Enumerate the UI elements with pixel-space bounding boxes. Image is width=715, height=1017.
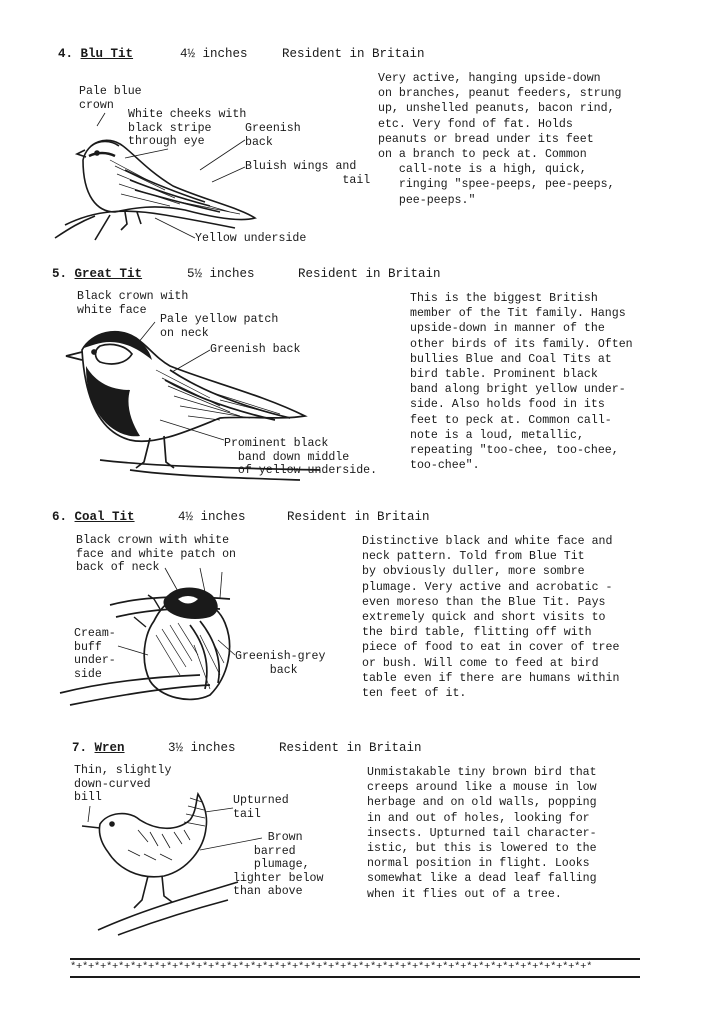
bird-size: 5½ inches xyxy=(187,267,255,281)
label-black-crown-white-face: Black crown with white face and white patch on back of neck xyxy=(76,534,237,574)
description-blue-tit: Very active, hanging upside-down on branches, peanut feeders, strung up, unshelled peanuts, bacon rind, etc. Very fond of fat. Holds peanuts or bread under its feet on a branch to peck at. Common call-note is a high, quick, ringing "spee-peeps, pee-peeps, pee-peeps." xyxy=(378,72,622,207)
label-greenish-grey-back: Greenish-grey back xyxy=(235,650,326,677)
label-brown-barred-plumage: Brown barred plumage, lighter below than above xyxy=(233,831,324,898)
entry-number: 5. xyxy=(52,267,68,281)
description-wren: Unmistakable tiny brown bird that creeps around like a mouse in low herbage and on old walls, popping in and out of holes, looking for insects. Upturned tail character- istic, but this is lowered to the normal position in flight. Looks somewhat like a dead leaf falling when it flies out of a tree. xyxy=(367,766,597,901)
footer-rule-bottom xyxy=(70,976,640,978)
bird-status: Resident in Britain xyxy=(287,510,430,524)
label-thin-bill: Thin, slightly down-curved bill xyxy=(74,764,172,804)
label-cream-buff-underside: Cream- buff under- side xyxy=(74,627,116,681)
bird-status: Resident in Britain xyxy=(282,47,425,61)
bird-size: 4½ inches xyxy=(178,510,246,524)
entry-number: 6. xyxy=(52,510,68,524)
label-white-cheeks: White cheeks with black stripe through eye xyxy=(128,108,247,148)
bird-name: Blu Tit xyxy=(80,47,134,61)
label-greenish-back: Greenish back xyxy=(245,122,301,149)
description-great-tit: This is the biggest British member of the Tit family. Hangs upside-down in manner of the other birds of its family. Often bullies Blue and Coal Tits at bird table. Prominent black band along bright yellow under- side. Also holds food in its feet to peck at. Common call- note is a loud, metallic, repeating "too-chee, too-chee, too-chee". xyxy=(410,292,633,473)
bird-name: Coal Tit xyxy=(74,510,135,524)
label-black-crown: Black crown with white face xyxy=(77,290,189,317)
bird-size: 3½ inches xyxy=(168,741,236,755)
bird-name: Great Tit xyxy=(74,267,143,281)
footer-star-border: *+*+*+*+*+*+*+*+*+*+*+*+*+*+*+*+*+*+*+*+*+*+*+*+*+*+*+*+*+*+*+*+*+*+*+*+*+*+*+*+*+*+*+* xyxy=(70,961,593,973)
bird-name: Wren xyxy=(94,741,125,755)
entry-number: 7. xyxy=(72,741,88,755)
bird-size: 4½ inches xyxy=(180,47,248,61)
label-bluish-wings: Bluish wings and tail xyxy=(245,160,371,187)
label-pale-yellow-patch: Pale yellow patch on neck xyxy=(160,313,279,340)
label-prominent-black-band: Prominent black band down middle of yellow underside. xyxy=(224,437,378,477)
label-greenish-back: Greenish back xyxy=(210,343,301,356)
footer-rule-top xyxy=(70,958,640,960)
bird-status: Resident in Britain xyxy=(279,741,422,755)
entry-number: 4. xyxy=(58,47,74,61)
label-upturned-tail: Upturned tail xyxy=(233,794,289,821)
label-yellow-underside: Yellow underside xyxy=(195,232,307,245)
label-pale-blue-crown: Pale blue crown xyxy=(79,85,142,112)
description-coal-tit: Distinctive black and white face and neck pattern. Told from Blue Tit by obviously duller, more sombre plumage. Very active and acrobatic - even moreso than the Blue Tit. Pays extremely quick and short visits to the bird table, flitting off with piece of food to eat in cover of tree or bush. Will come to feed at bird table even if there are humans within ten feet of it. xyxy=(362,535,620,701)
bird-status: Resident in Britain xyxy=(298,267,441,281)
